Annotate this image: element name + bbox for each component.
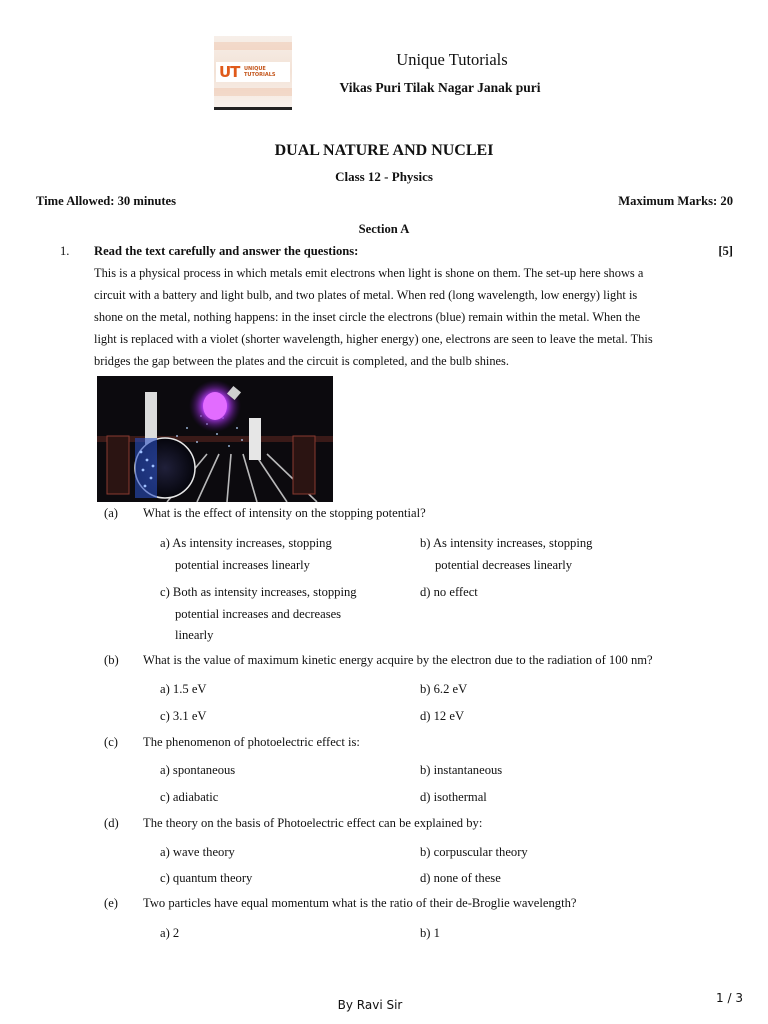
part-question: What is the value of maximum kinetic energy acquire by the electron due to the radiation of 100 nm? <box>143 653 653 667</box>
option-b: b) As intensity increases, stopping potential decreases linearly <box>420 536 593 572</box>
part-label: (c) <box>104 735 118 749</box>
section-heading: Section A <box>358 222 410 236</box>
question-number: 1. <box>60 244 70 258</box>
part-label: (d) <box>104 816 119 830</box>
passage-line: light is replaced with a violet (shorter wavelength, higher energy) one, electrons are seen to leave the metal. This <box>94 332 653 346</box>
option-d: d) isothermal <box>420 790 487 804</box>
option-d: d) 12 eV <box>420 709 465 723</box>
passage-line: This is a physical process in which metals emit electrons when light is shone on them. The set-up here shows a <box>94 266 644 280</box>
part-question: The theory on the basis of Photoelectric effect can be explained by: <box>143 816 483 830</box>
option-a: a) wave theory <box>160 845 235 859</box>
logo-text-bottom: TUTORIALS <box>244 72 276 78</box>
passage-line: shone on the metal, nothing happens: in the inset circle the electrons (blue) remain within the metal. When the <box>94 310 641 324</box>
part-question: Two particles have equal momentum what is the ratio of their de-Broglie wavelength? <box>143 896 577 910</box>
option-a: a) As intensity increases, stopping potential increases linearly <box>160 536 332 572</box>
part-label: (a) <box>104 506 118 520</box>
time-allowed: Time Allowed: 30 minutes <box>36 194 177 208</box>
part-label: (b) <box>104 653 119 667</box>
part-label: (e) <box>104 896 118 910</box>
option-b: b) instantaneous <box>420 763 503 777</box>
option-c: c) quantum theory <box>160 871 253 885</box>
institute-logo <box>214 36 292 110</box>
page-number: 1 / 3 <box>716 991 743 1005</box>
option-b: b) corpuscular theory <box>420 845 528 859</box>
maximum-marks: Maximum Marks: 20 <box>618 194 733 208</box>
passage-line: circuit with a battery and light bulb, and two plates of metal. When red (long wavelength, low energy) light is <box>94 288 638 302</box>
photoelectric-illustration <box>97 376 333 502</box>
passage <box>94 262 714 372</box>
institute-name: Unique Tutorials <box>396 50 508 69</box>
logo-text-top: UNIQUE <box>244 66 266 72</box>
part-question: What is the effect of intensity on the stopping potential? <box>143 506 426 520</box>
paper-subtitle: Class 12 - Physics <box>335 169 433 184</box>
option-b: b) 1 <box>420 926 440 940</box>
option-a: a) 1.5 eV <box>160 682 207 696</box>
part-question: The phenomenon of photoelectric effect is: <box>143 735 360 749</box>
option-c: c) adiabatic <box>160 790 219 804</box>
option-d: d) none of these <box>420 871 501 885</box>
institute-branches: Vikas Puri Tilak Nagar Janak puri <box>339 80 541 95</box>
option-a: a) spontaneous <box>160 763 236 777</box>
option-c: c) Both as intensity increases, stopping potential increases and decreases linearly <box>160 585 357 642</box>
paper-title: DUAL NATURE AND NUCLEI <box>274 142 494 159</box>
question-prompt: Read the text carefully and answer the questions: <box>94 244 359 258</box>
logo-mark: UT <box>219 63 240 81</box>
option-c: c) 3.1 eV <box>160 709 207 723</box>
option-a: a) 2 <box>160 926 180 940</box>
photoelectric-illustration-svg <box>97 376 333 502</box>
footer-author: By Ravi Sir <box>337 998 403 1012</box>
passage-line: bridges the gap between the plates and the circuit is completed, and the bulb shines. <box>94 354 509 368</box>
question-marks: [5] <box>718 244 733 258</box>
option-d: d) no effect <box>420 585 478 599</box>
option-b: b) 6.2 eV <box>420 682 468 696</box>
